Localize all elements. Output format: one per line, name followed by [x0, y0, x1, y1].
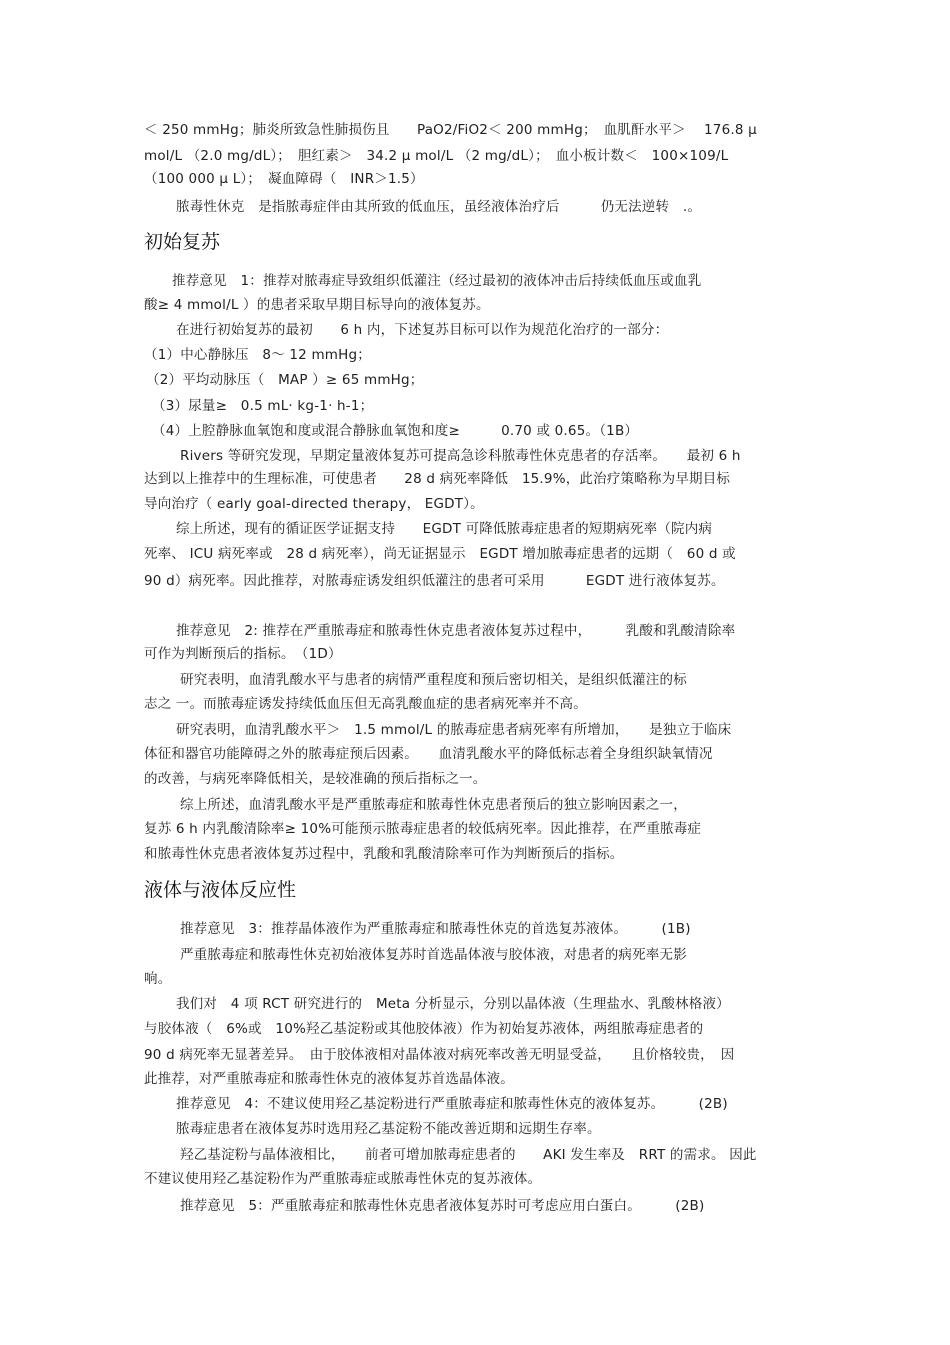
text-line: 复苏 6 h 内乳酸清除率≥ 10%可能预示脓毒症患者的较低病死率。因此推荐，在严重脓毒症: [144, 821, 702, 837]
section-heading-fluids: 液体与液体反应性: [144, 879, 297, 901]
text-line: 和脓毒性休克患者液体复苏过程中，乳酸和乳酸清除率可作为判断预后的指标。: [144, 846, 624, 862]
text-line: 志之 一。而脓毒症诱发持续低血压但无高乳酸血症的患者病死率并不高。: [144, 696, 587, 712]
text-line: 可作为判断预后的指标。 （1D）: [144, 646, 342, 662]
text-line: 我们对 4 项 RCT 研究进行的 Meta 分析显示，分别以晶体液（生理盐水、乳酸林格液）: [176, 996, 730, 1012]
recommendation-2: 推荐意见 2: 推荐在严重脓毒症和脓毒性休克患者液体复苏过程中， 乳酸和乳酸清除率: [176, 623, 736, 639]
text-line: 90 d）病死率。因此推荐，对脓毒症诱发组织低灌注的患者可采用 EGDT 进行液体复苏。: [144, 573, 725, 589]
text-line: 导向治疗（ early goal-directed therapy， EGDT）。: [144, 496, 484, 512]
text-line: 羟乙基淀粉与晶体液相比， 前者可增加脓毒症患者的 AKI 发生率及 RRT 的需求。 因此: [180, 1147, 757, 1163]
text-line: 与胶体液（ 6%或 10%羟乙基淀粉或其他胶体液）作为初始复苏液体，两组脓毒症患者的: [144, 1021, 704, 1037]
text-line: 不建议使用羟乙基淀粉作为严重脓毒症或脓毒性休克的复苏液体。: [144, 1171, 542, 1187]
text-line: 脓毒性休克 是指脓毒症伴由其所致的低血压，虽经液体治疗后 仍无法逆转 .。: [176, 199, 702, 215]
list-item: （4）上腔静脉血氧饱和度或混合静脉血氧饱和度≥ 0.70 或 0.65。（1B）: [152, 423, 639, 439]
text-line: 此推荐，对严重脓毒症和脓毒性休克的液体复苏首选晶体液。: [144, 1071, 514, 1087]
list-item: （1）中心静脉压 8～ 12 mmHg；: [144, 347, 371, 363]
recommendation-1: 推荐意见 1：推荐对脓毒症导致组织低灌注（经过最初的液体冲击后持续低血压或血乳: [172, 273, 702, 289]
text-line: 在进行初始复苏的最初 6 h 内，下述复苏目标可以作为规范化治疗的一部分：: [176, 322, 669, 338]
list-item: （3）尿量≥ 0.5 mL· kg-1· h-1；: [152, 398, 374, 414]
text-line: 死率、 ICU 病死率或 28 d 病死率），尚无证据显示 EGDT 增加脓毒症患者的远期（ 60 d 或: [144, 546, 736, 562]
text-line: 严重脓毒症和脓毒性休克初始液体复苏时首选晶体液与胶体液，对患者的病死率无影: [180, 947, 687, 963]
text-line: （100 000 μ L）； 凝血障碍（ INR＞1.5）: [144, 171, 424, 187]
list-item: （2）平均动脉压（ MAP ）≥ 65 mmHg；: [146, 372, 424, 388]
text-line: 研究表明，血清乳酸水平与患者的病情严重程度和预后密切相关，是组织低灌注的标: [180, 672, 687, 688]
text-line: 的改善，与病死率降低相关，是较准确的预后指标之一。: [144, 771, 487, 787]
text-line: 脓毒症患者在液体复苏时选用羟乙基淀粉不能改善近期和远期生存率。: [176, 1121, 601, 1137]
text-line: 体征和器官功能障碍之外的脓毒症预后因素。 血清乳酸水平的降低标志着全身组织缺氧情况: [144, 746, 713, 762]
text-line: 综上所述，血清乳酸水平是严重脓毒症和脓毒性休克患者预后的独立影响因素之一，: [180, 797, 687, 813]
text-line: Rivers 等研究发现，早期定量液体复苏可提高急诊科脓毒性休克患者的存活率。 最初 6 h: [180, 448, 741, 464]
text-line: 响。: [144, 971, 172, 987]
recommendation-3: 推荐意见 3：推荐晶体液作为严重脓毒症和脓毒性休克的首选复苏液体。 (1B): [180, 921, 691, 937]
text-line: 酸≥ 4 mmol/L ）的患者采取早期目标导向的液体复苏。: [144, 297, 490, 313]
section-heading-initial-resuscitation: 初始复苏: [144, 231, 221, 253]
text-line: 达到以上推荐中的生理标准，可使患者 28 d 病死率降低 15.9%，此治疗策略称为早期目标: [144, 471, 731, 487]
text-line: 综上所述，现有的循证医学证据支持 EGDT 可降低脓毒症患者的短期病死率（院内病: [176, 521, 713, 537]
recommendation-4: 推荐意见 4：不建议使用羟乙基淀粉进行严重脓毒症和脓毒性休克的液体复苏。 (2B): [176, 1096, 728, 1112]
text-line: mol/L （2.0 mg/dL）； 胆红素＞ 34.2 μ mol/L （2 mg/dL）； 血小板计数＜ 100×109/L: [144, 148, 729, 164]
text-line: ＜ 250 mmHg；肺炎所致急性肺损伤且 PaO2/FiO2＜ 200 mmHg； 血肌酐水平＞ 176.8 μ: [144, 122, 757, 138]
text-line: 研究表明，血清乳酸水平＞ 1.5 mmol/L 的脓毒症患者病死率有所增加， 是独立于临床: [176, 722, 732, 738]
recommendation-5: 推荐意见 5：严重脓毒症和脓毒性休克患者液体复苏时可考虑应用白蛋白。 (2B): [180, 1198, 705, 1214]
text-line: 90 d 病死率无显著差异。 由于胶体液相对晶体液对病死率改善无明显受益， 且价格较贵， 因: [144, 1047, 735, 1063]
